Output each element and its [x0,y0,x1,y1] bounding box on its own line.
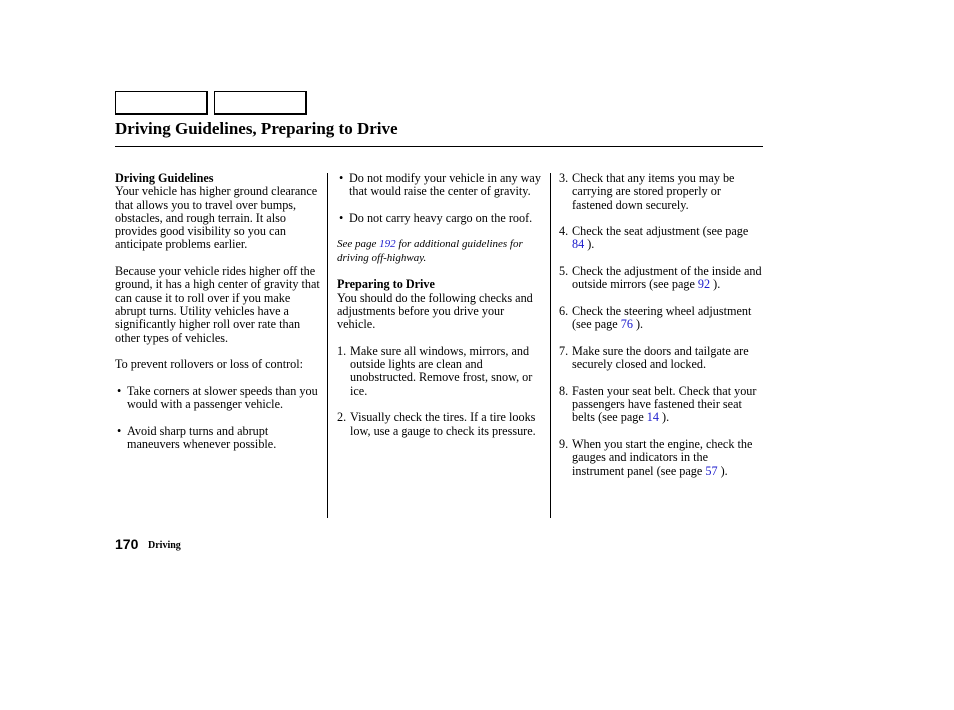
page-title: Driving Guidelines, Preparing to Drive [115,119,398,138]
list-item [337,411,543,438]
list-item-text: ). [587,237,595,252]
list-item [559,345,763,372]
list-item-text: Make sure all windows, mirrors, and outside lights are clean and unobstructed. Remove frost, snow, or ice. [350,343,533,398]
list-number: 9. [559,436,569,451]
list-item [559,385,763,425]
next-page-button[interactable] [214,91,307,115]
previous-page-button[interactable] [115,91,208,115]
list-item-text: Check the seat adjustment (see page [572,224,749,239]
list-item-text: When you start the engine, check the gauges and indicators in the instrument panel (see page [572,436,753,478]
paragraph: To prevent rollovers or loss of control: [115,357,304,372]
column-driving-guidelines [115,172,321,465]
off-highway-note [337,238,543,265]
list-item-text: Check the steering wheel adjustment (see page [572,303,752,332]
list-item-text: ). [662,410,670,425]
list-item-text: ). [635,317,644,332]
page-link-57[interactable]: 57 [705,463,718,478]
bullet-icon: • [117,383,122,398]
bullet-icon: • [117,423,122,438]
list-item [559,225,763,252]
list-item-text: Avoid sharp turns and abrupt maneuvers whenever possible. [127,423,277,451]
page-link-192[interactable]: 192 [379,238,396,251]
list-number: 8. [559,383,569,398]
list-item-text: Check that any items you may be carrying are stored properly or fastened down securely. [572,171,735,212]
list-item-text: Fasten your seat belt. Check that your passengers have fastened their seat belts (see page [572,383,757,425]
page-link-92[interactable]: 92 [697,277,711,292]
list-item [337,345,543,398]
bullet-icon: • [339,210,344,225]
section-heading-preparing-to-drive: Preparing to Drive [337,277,435,292]
section-name: Driving [148,540,181,551]
paragraph: Because your vehicle rides higher off the ground, it has a high center of gravity that can cause it to roll over if you make abrupt turns. Utility vehicles have a significantly higher roll over rate than other types of vehicles. [115,264,320,345]
bullet-icon: • [339,171,344,185]
list-item-text: Check the adjustment of the inside and outside mirrors (see page [572,264,762,292]
list-item-text: Do not carry heavy cargo on the roof. [349,210,533,225]
list-item [337,212,543,225]
list-item [559,438,763,478]
page-link-76[interactable]: 76 [620,317,633,332]
list-number: 5. [559,264,569,279]
page-link-14[interactable]: 14 [646,410,659,425]
column-divider [550,173,551,518]
title-divider [115,146,763,147]
paragraph: Your vehicle has higher ground clearance that allows you to travel over bumps, obstacles, and rough terrain. It also provides good visibility so you can anticipate problems earlier. [115,184,318,252]
section-heading-driving-guidelines: Driving Guidelines [115,171,214,185]
column-checklist-continued [559,172,763,491]
list-number: 4. [559,224,569,239]
note-text: See page [337,238,377,251]
list-number: 6. [559,303,569,318]
list-item-text: ). [720,463,728,478]
list-item-text: Do not modify your vehicle in any way that would raise the center of gravity. [349,171,541,199]
page-link-84[interactable]: 84 [572,237,585,252]
list-number: 7. [559,343,569,358]
list-item [559,172,763,212]
list-item-text: ). [713,277,721,292]
list-item-text: Make sure the doors and tailgate are securely closed and locked. [572,343,749,372]
list-item [559,305,763,332]
list-item-text: Visually check the tires. If a tire looks low, use a gauge to check its pressure. [350,410,536,438]
page-number: 170 [115,536,139,552]
list-number: 3. [559,171,569,185]
column-preparing-to-drive [337,172,543,451]
list-item-text: Take corners at slower speeds than you would with a passenger vehicle. [127,383,318,412]
list-item [115,425,321,452]
list-item [115,385,321,412]
list-item [337,172,543,199]
paragraph: You should do the following checks and adjustments before you drive your vehicle. [337,290,533,332]
column-divider [327,173,328,518]
note-text: for additional guidelines for driving off-highway. [337,238,523,264]
list-number: 2. [337,410,347,425]
list-item [559,265,763,292]
list-number: 1. [337,343,347,358]
